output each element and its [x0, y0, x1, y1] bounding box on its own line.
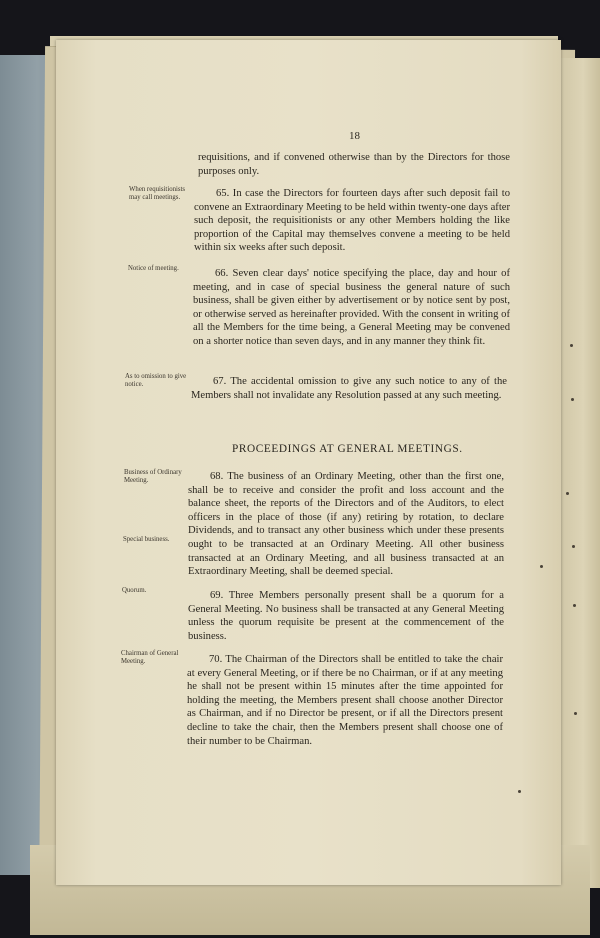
clause-text-66: Seven clear days' notice specifying the place, day and hour of meeting, and in case of special business the general nature of such business, shall be given either by advertisement or by notice sent by post, or otherwise served as hereinafter provided. With the consent in writing of all the Members for the time being, a General Meeting may be convened on a shorter notice than seven days, and in any manner they think fit.	[193, 268, 511, 347]
clause-text-65: In case the Directors for fourteen days after such deposit fail to convene an Extraordinary Meeting to be held within twenty-one days after such deposit, the requisitionists or any other Members holding the like proportion of the Capital may themselves convene a meeting to be held within six weeks after such deposit.	[194, 188, 510, 254]
paper-speck	[572, 545, 575, 548]
margin-note-65: When requisitionists may call meetings.	[129, 186, 186, 201]
paper-speck	[573, 604, 576, 607]
clause-text-69: Three Members personally present shall be a quorum for a General Meeting. No business shall be transacted at any General Meeting unless the quorum requisite be present at the commencement of the business.	[188, 590, 504, 642]
margin-note-68-special: Special business.	[123, 536, 170, 543]
clause-text-70: The Chairman of the Directors shall be entitled to take the chair at every General Meeting, or if there be no Chairman, or if at any meeting he shall not be present within 15 minutes after the time appointed for holding the meeting, the Members present shall choose another Director as Chairman, and if no Director be present, or if all the Directors present decline to take the chair, then the Members present shall choose one of their number to be Chairman.	[187, 654, 503, 747]
clause-70	[187, 653, 503, 748]
margin-note-68: Business of Ordinary Meeting.	[124, 469, 182, 484]
clause-number-68: 68.	[210, 471, 224, 482]
paper-speck	[566, 492, 569, 495]
clause-number-66: 66.	[215, 268, 229, 279]
right-edge-sheet	[558, 58, 600, 888]
margin-note-70: Chairman of General Meeting.	[121, 650, 179, 665]
margin-note-66: Notice of meeting.	[128, 265, 179, 272]
paper-speck	[571, 398, 574, 401]
clause-text-68: The business of an Ordinary Meeting, other than the first one, shall be to receive and consider the profit and loss account and the balance sheet, the reports of the Directors and of the Auditors, to elect officers in the place of those (if any) retiring by rotation, to declare Dividends, and to transact any other business which under these presents ought to be transacted at an Ordinary Meeting. All other business transacted at an Ordinary Meeting, and all business transacted at an Extraordinary Meeting, shall be deemed special.	[188, 471, 504, 578]
page-number: 18	[349, 130, 360, 142]
paper-speck	[540, 565, 543, 568]
paper-speck	[570, 344, 573, 347]
paper-speck	[518, 790, 521, 793]
clause-69	[188, 589, 504, 643]
clause-number-70: 70.	[209, 654, 223, 665]
section-heading: PROCEEDINGS AT GENERAL MEETINGS.	[232, 443, 463, 455]
clause-number-67: 67.	[213, 376, 227, 387]
clause-66	[193, 267, 510, 349]
margin-note-67: As to omission to give notice.	[125, 373, 187, 388]
clause-65	[194, 187, 510, 255]
clause-text-67: The accidental omission to give any such notice to any of the Members shall not invalidate any Resolution passed at any such meeting.	[191, 376, 507, 401]
continuation-text: requisitions, and if convened otherwise than by the Directors for those purposes only.	[198, 152, 510, 177]
clause-number-65: 65.	[216, 188, 230, 199]
clause-67	[191, 375, 507, 402]
margin-note-69: Quorum.	[122, 587, 147, 594]
clause-number-69: 69.	[210, 590, 224, 601]
clause-68	[188, 470, 504, 579]
paper-speck	[574, 712, 577, 715]
